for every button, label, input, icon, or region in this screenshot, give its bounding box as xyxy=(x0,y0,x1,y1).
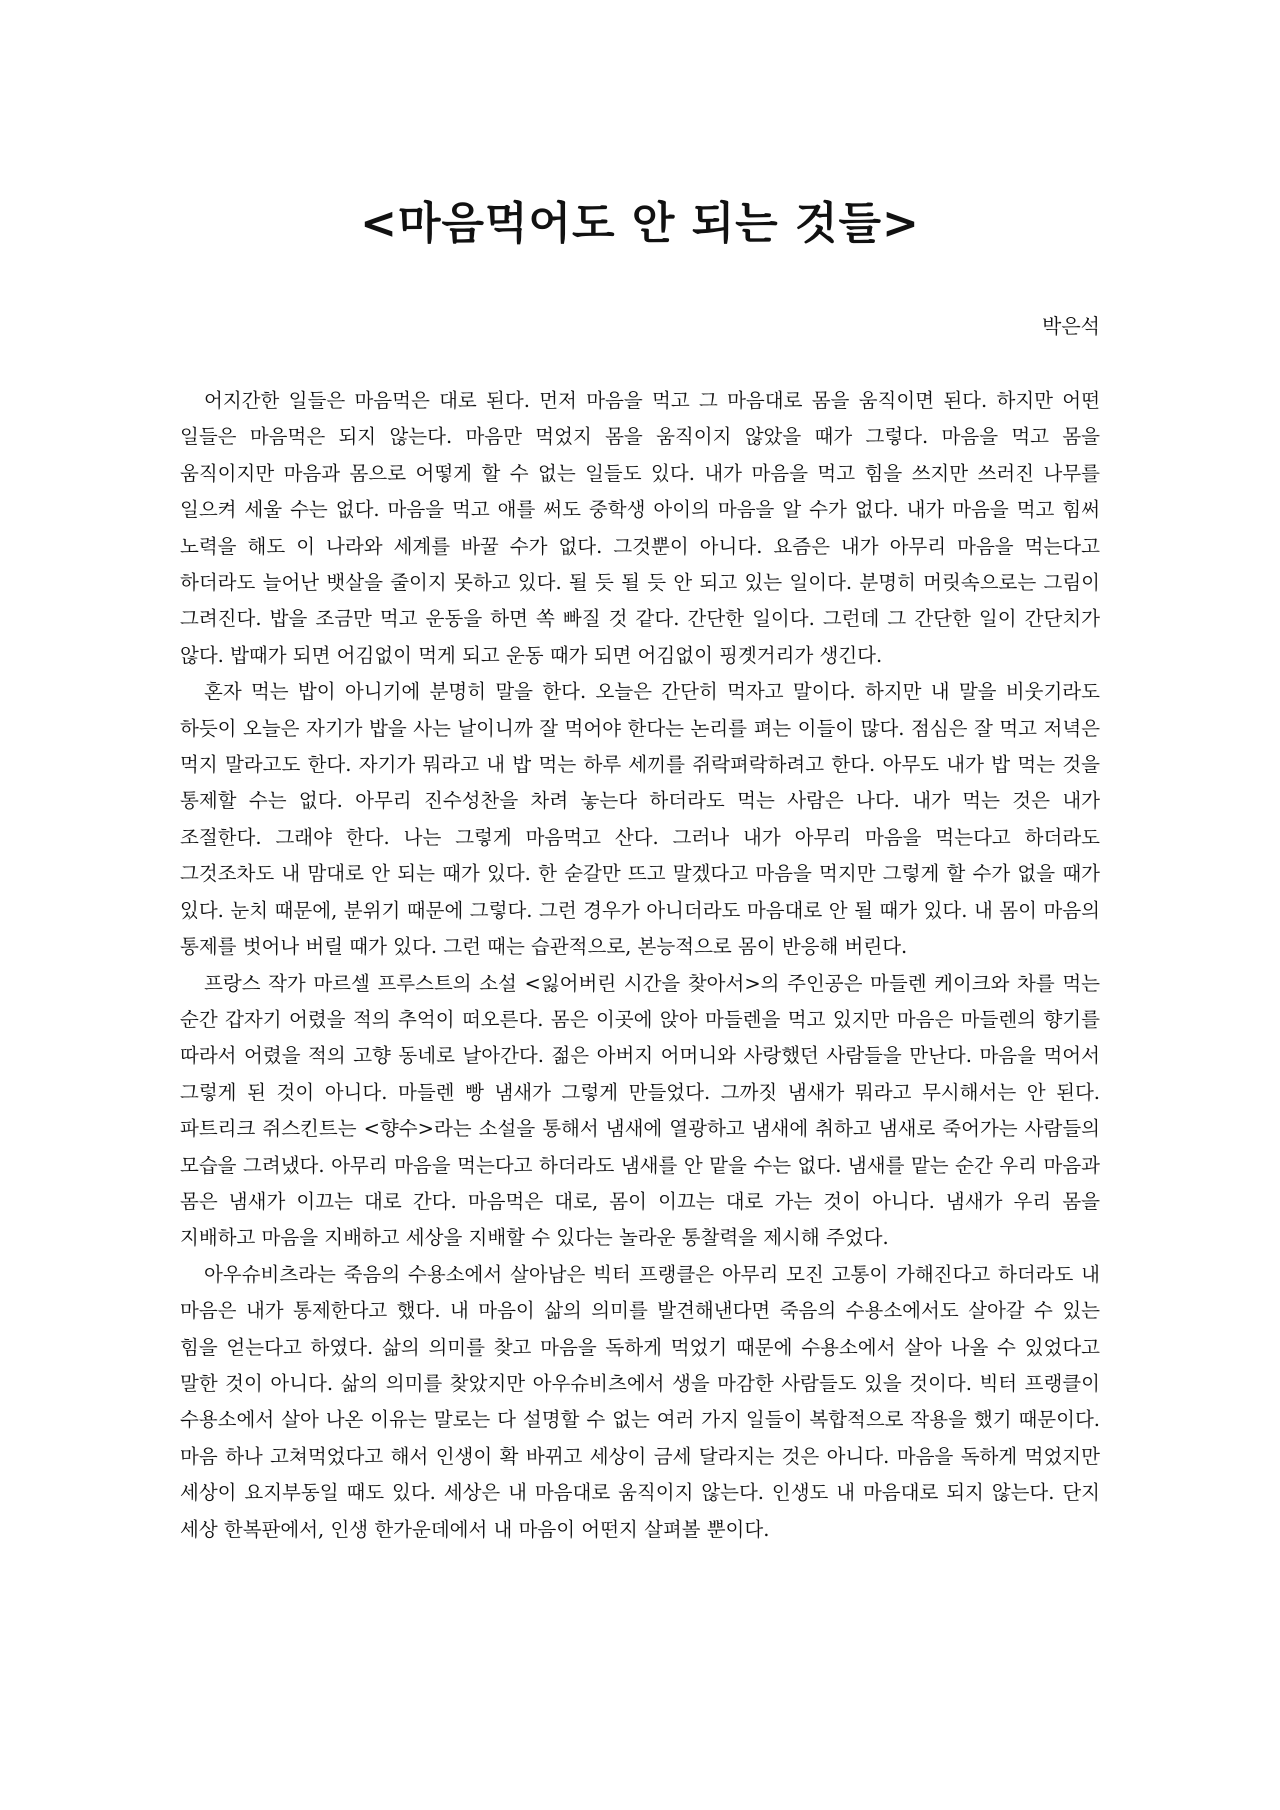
essay-body xyxy=(180,383,1100,1548)
paragraph-2: 혼자 먹는 밥이 아니기에 분명히 말을 한다. 오늘은 간단히 먹자고 말이다. 하지만 내 말을 비웃기라도 하듯이 오늘은 자기가 밥을 사는 날이니까 잘 먹어야 한다는 논리를 펴는 이들이 많다. 점심은 잘 먹고 저녁은 먹지 말라고도 한다. 자기가 뭐라고 내 밥 먹는 하루 세끼를 쥐락펴락하려고 한다. 아무도 내가 밥 먹는 것을 통제할 수는 없다. 아무리 진수성찬을 차려 놓는다 하더라도 먹는 사람은 나다. 내가 먹는 것은 내가 조절한다. 그래야 한다. 나는 그렇게 마음먹고 산다. 그러나 내가 아무리 마음을 먹는다고 하더라도 그것조차도 내 맘대로 안 되는 때가 있다. 한 숟갈만 뜨고 말겠다고 마음을 먹지만 그렇게 할 수가 없을 때가 있다. 눈치 때문에, 분위기 때문에 그렇다. 그런 경우가 아니더라도 마음대로 안 될 때가 있다. 내 몸이 마음의 통제를 벗어나 버릴 때가 있다. 그런 때는 습관적으로, 본능적으로 몸이 반응해 버린다. xyxy=(180,680,1100,959)
paragraph-4: 아우슈비츠라는 죽음의 수용소에서 살아남은 빅터 프랭클은 아무리 모진 고통이 가해진다고 하더라도 내 마음은 내가 통제한다고 했다. 내 마음이 삶의 의미를 발견해낸다면 죽음의 수용소에서도 살아갈 수 있는 힘을 얻는다고 하였다. 삶의 의미를 찾고 마음을 독하게 먹었기 때문에 수용소에서 살아 나올 수 있었다고 말한 것이 아니다. 삶의 의미를 찾았지만 아우슈비츠에서 생을 마감한 사람들도 있을 것이다. 빅터 프랭클이 수용소에서 살아 나온 이유는 말로는 다 설명할 수 없는 여러 가지 일들이 복합적으로 작용을 했기 때문이다. 마음 하나 고쳐먹었다고 해서 인생이 확 바뀌고 세상이 금세 달라지는 것은 아니다. 마음을 독하게 먹었지만 세상이 요지부동일 때도 있다. 세상은 내 마음대로 움직이지 않는다. 인생도 내 마음대로 되지 않는다. 단지 세상 한복판에서, 인생 한가운데에서 내 마음이 어떤지 살펴볼 뿐이다. xyxy=(180,1262,1100,1541)
author-name: 박은석 xyxy=(1042,314,1100,338)
paragraph-3: 프랑스 작가 마르셀 프루스트의 소설 <잃어버린 시간을 찾아서>의 주인공은 마들렌 케이크와 차를 먹는 순간 갑자기 어렸을 적의 추억이 떠오른다. 몸은 이곳에 앉아 마들렌을 먹고 있지만 마음은 마들렌의 향기를 따라서 어렸을 적의 고향 동네로 날아간다. 젊은 아버지 어머니와 사랑했던 사람들을 만난다. 마음을 먹어서 그렇게 된 것이 아니다. 마들렌 빵 냄새가 그렇게 만들었다. 그까짓 냄새가 뭐라고 무시해서는 안 된다. 파트리크 쥐스킨트는 <향수>라는 소설을 통해서 냄새에 열광하고 냄새에 취하고 냄새로 죽어가는 사람들의 모습을 그려냈다. 아무리 마음을 먹는다고 하더라도 냄새를 안 맡을 수는 없다. 냄새를 맡는 순간 우리 마음과 몸은 냄새가 이끄는 대로 간다. 마음먹은 대로, 몸이 이끄는 대로 가는 것이 아니다. 냄새가 우리 몸을 지배하고 마음을 지배하고 세상을 지배할 수 있다는 놀라운 통찰력을 제시해 주었다. xyxy=(180,971,1100,1250)
paragraph-1: 어지간한 일들은 마음먹은 대로 된다. 먼저 마음을 먹고 그 마음대로 몸을 움직이면 된다. 하지만 어떤 일들은 마음먹은 되지 않는다. 마음만 먹었지 몸을 움직이지 않았을 때가 그렇다. 마음을 먹고 몸을 움직이지만 마음과 몸으로 어떻게 할 수 없는 일들도 있다. 내가 마음을 먹고 힘을 쓰지만 쓰러진 나무를 일으켜 세울 수는 없다. 마음을 먹고 애를 써도 중학생 아이의 마음을 알 수가 없다. 내가 마음을 먹고 힘써 노력을 해도 이 나라와 세계를 바꿀 수가 없다. 그것뿐이 아니다. 요즘은 내가 아무리 마음을 먹는다고 하더라도 늘어난 뱃살을 줄이지 못하고 있다. 될 듯 될 듯 안 되고 있는 일이다. 분명히 머릿속으로는 그림이 그려진다. 밥을 조금만 먹고 운동을 하면 쏙 빠질 것 같다. 간단한 일이다. 그런데 그 간단한 일이 간단치가 않다. 밥때가 되면 어김없이 먹게 되고 운동 때가 되면 어김없이 핑곗거리가 생긴다. xyxy=(180,389,1100,667)
essay-title: <마음먹어도 안 되는 것들> xyxy=(360,198,920,249)
